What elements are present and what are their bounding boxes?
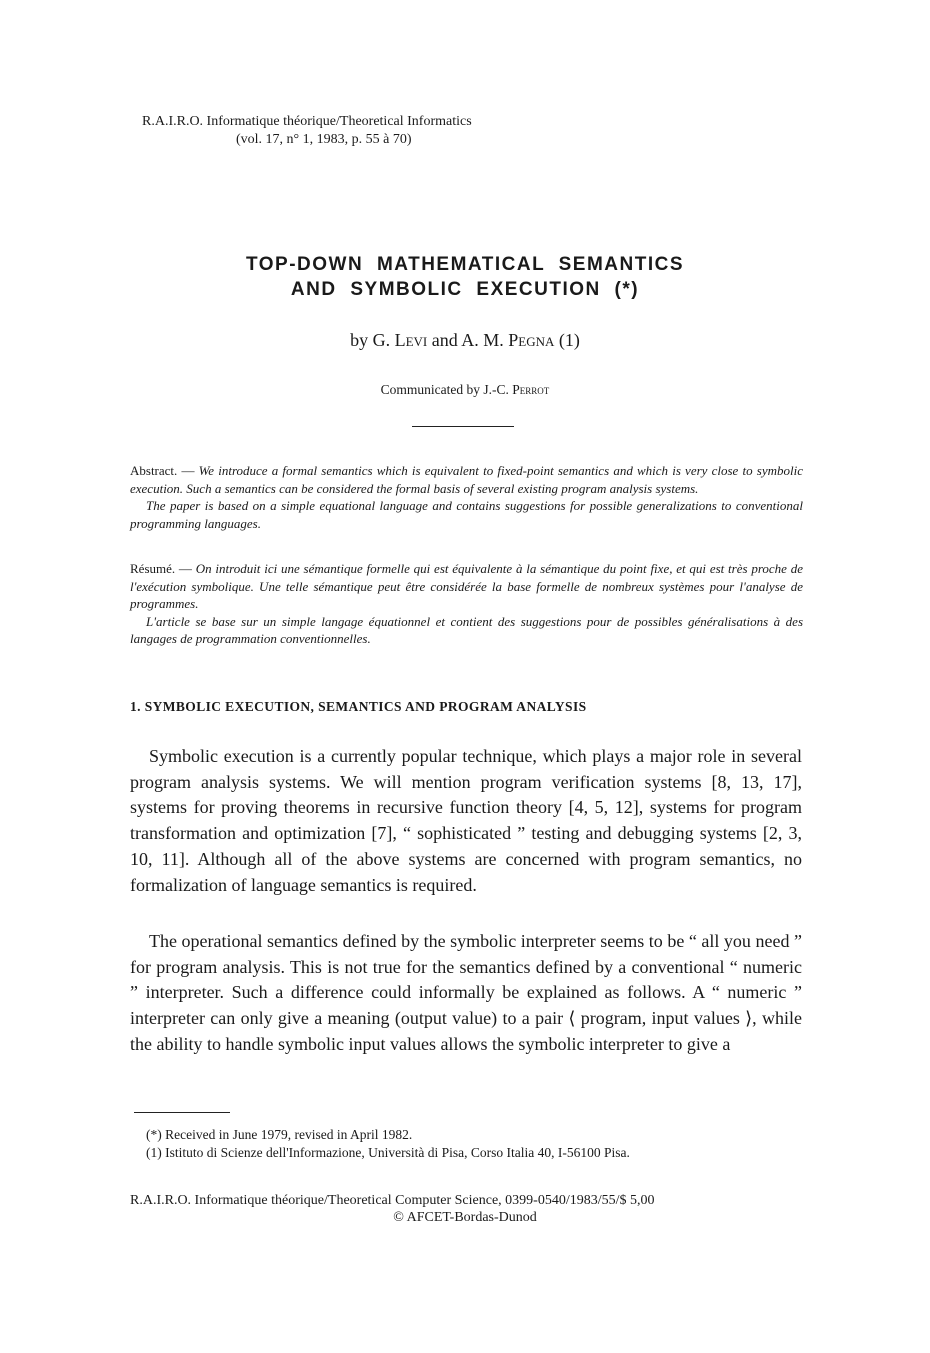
resume (130, 560, 803, 648)
resume-para1 (130, 560, 803, 613)
abstract-text1: We introduce a formal semantics which is equivalent to fixed-point semantics and which is very close to symbolic execution. Such a semantics can be considered the formal basis of several existing program analysis systems. (130, 463, 803, 496)
author-footnote-mark: (1) (554, 330, 580, 350)
resume-text2: L'article se base sur un simple langage équationnel et contient des suggestions pour de possibles généralisations à des langages de programmation conventionnelles. (130, 613, 803, 646)
abstract-para2 (130, 497, 803, 532)
abstract-text2: The paper is based on a simple equational language and contains suggestions for possible generalizations to conventional programming languages. (130, 498, 803, 531)
body-paragraph-2 (130, 929, 802, 1058)
abstract (130, 462, 803, 532)
communicated-by (0, 382, 930, 398)
resume-label: Résumé. — (130, 561, 196, 576)
paper-title-line2: AND SYMBOLIC EXECUTION (*) (290, 279, 640, 300)
page-footer-line1: R.A.I.R.O. Informatique théorique/Theoretical Computer Science, 0399-0540/1983/55/$ 5,00 (130, 1193, 655, 1208)
abstract-label: Abstract. — (130, 463, 199, 478)
body-paragraph-1-text: Symbolic execution is a currently popular technique, which plays a major role in several program analysis systems. We will mention program verification systems [8, 13, 17], systems for proving theorems in recursive function theory [4, 5, 12], systems for program transformation and optimization [7], “ sophisticated ” testing and debugging systems [2, 3, 10, 11]. Although all of the above systems are concerned with program semantics, no formalization of language semantics is required. (130, 746, 802, 895)
journal-header-line2: (vol. 17, n° 1, 1983, p. 55 à 70) (236, 132, 412, 147)
author-pegna: Pegna (508, 330, 555, 350)
footnote-2: (1) Istituto di Scienze dell'Informazione, Università di Pisa, Corso Italia 40, I-56100 Pisa. (146, 1145, 630, 1160)
footnote-divider (134, 1112, 230, 1113)
authors-by: by G. (350, 330, 395, 350)
section-heading: 1. SYMBOLIC EXECUTION, SEMANTICS AND PROGRAM ANALYSIS (130, 699, 587, 714)
journal-header-line1: R.A.I.R.O. Informatique théorique/Theoretical Informatics (142, 114, 472, 129)
author-levi: Levi (394, 330, 428, 350)
resume-para2 (130, 613, 803, 648)
footnotes (146, 1126, 630, 1162)
page-footer-line2: © AFCET-Bordas-Dunod (393, 1210, 537, 1225)
paper-title-line1: TOP-DOWN MATHEMATICAL SEMANTICS (245, 254, 684, 275)
communicated-name: Perrot (512, 382, 550, 397)
authors-and: and A. M. (427, 330, 509, 350)
authors-line (0, 330, 930, 351)
body-paragraph-1 (130, 744, 802, 898)
abstract-para1 (130, 462, 803, 497)
resume-text1: On introduit ici une sémantique formelle qui est équivalente à la sémantique du point fixe, et qui est très proche de l'exécution symbolique. Une telle sémantique peut être considérée la base formelle de nombreux systèmes pour l'analyse de programmes. (130, 561, 804, 611)
communicated-prefix: Communicated by J.-C. (380, 382, 513, 397)
title-divider (412, 426, 514, 427)
footnote-1: (*) Received in June 1979, revised in April 1982. (146, 1127, 413, 1142)
body-paragraph-2-text: The operational semantics defined by the symbolic interpreter seems to be “ all you need ” for program analysis. This is not true for the semantics defined by a conventional “ numeric ” interpreter. Such a difference could informally be explained as follows. A “ numeric ” interpreter can only give a meaning (output value) to a pair ⟨ program, input values ⟩, while the ability to handle symbolic input values allows the symbolic interpreter to give a (130, 931, 802, 1054)
